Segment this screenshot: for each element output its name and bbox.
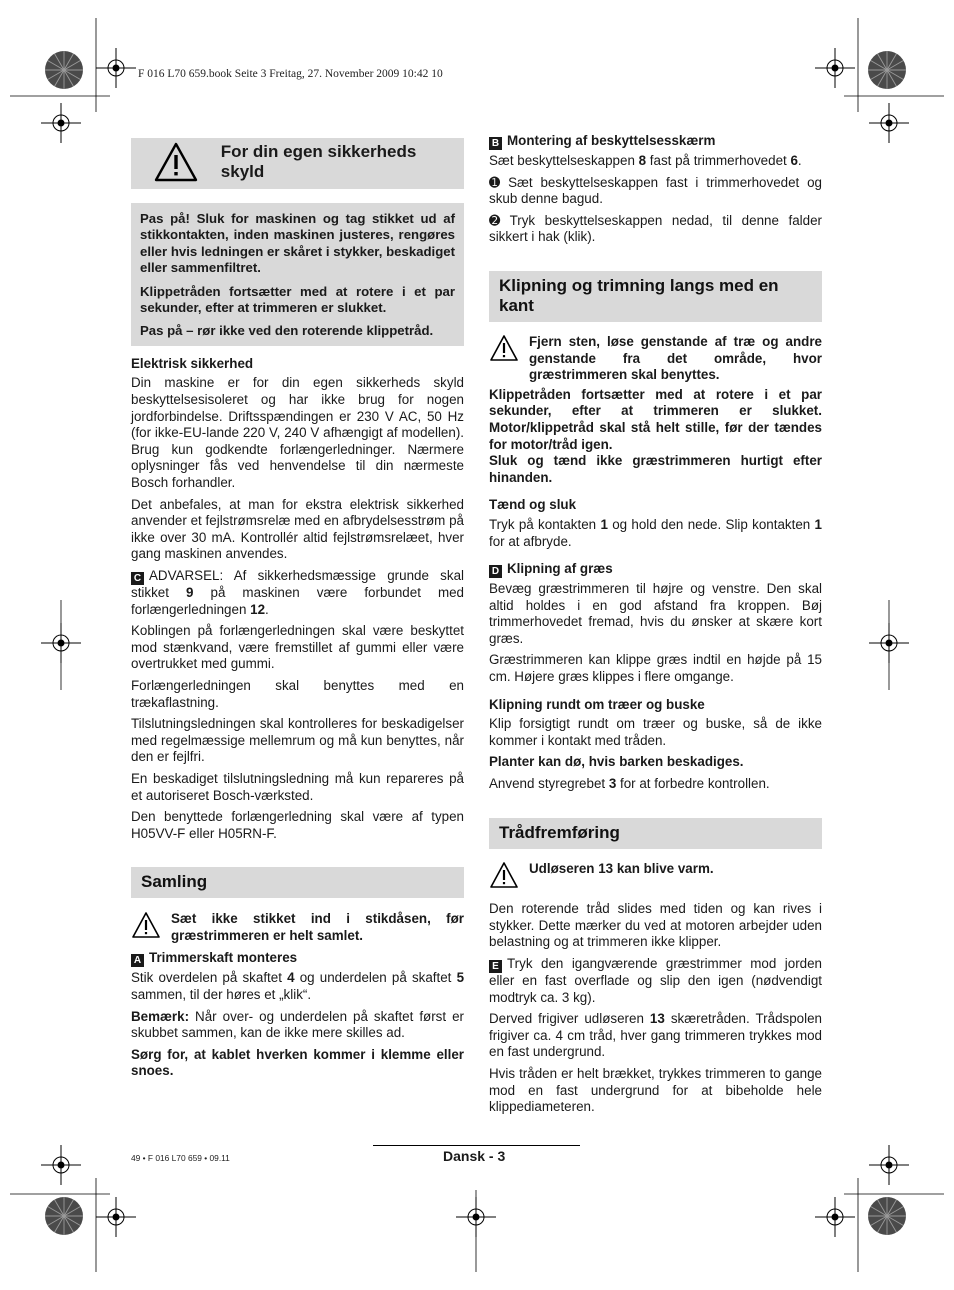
color-target-circle — [867, 50, 907, 90]
warning-triangle-icon — [131, 911, 171, 944]
paragraph: Sæt beskyttelseskappen 8 fast på trimmerhovedet 6. — [489, 153, 802, 168]
footer-rule — [373, 1145, 580, 1146]
paragraph: Forlængerledningen skal benyttes med en trækaflastning. — [131, 677, 464, 710]
taend-heading: Tænd og sluk — [489, 497, 577, 513]
klipning-warning: Fjern sten, løse genstande af træ og andre genstande fra det område, hvor græstrimmeren skal benyttes. — [489, 334, 822, 384]
warning-text: Pas på! Sluk for maskinen og tag stikket ud af stikkontakten, inden maskinen justeres, rengøres eller hvis ledningen er skåret i stykker, beskadiget eller sammenfiltret. — [140, 211, 455, 276]
warning-text: Klippetråden fortsætter med at rotere i et par sekunder, efter at trimmeren er slukket. — [140, 283, 455, 316]
figure-e-paragraph: E Tryk den igangværende græstrimmer mod jorden eller en fast overflade og slip den igen (nødvendigt modtryk ca. 3 kg). — [489, 956, 822, 1005]
figure-c-paragraph: C ADVARSEL: Af sikkerhedsmæssige grunde skal stikket 9 på maskinen være forbundet med forlængerledningen 12. — [131, 567, 465, 617]
figure-b-heading: B Montering af beskyttelsesskærm — [489, 133, 822, 150]
samling-heading: Samling — [131, 867, 464, 898]
paragraph: Stik overdelen på skaftet 4 og underdelen på skaftet 5 sammen, til der høres et „klik“. — [131, 970, 465, 1003]
electric-safety-heading: Elektrisk sikkerhed — [131, 355, 254, 371]
paragraph: Klip forsigtigt rundt om træer og buske, så de ikke kommer i kontakt med tråden. — [489, 716, 822, 748]
bold-paragraph: Planter kan dø, hvis barken beskadiges. — [489, 754, 744, 770]
bold-paragraph: Klippetråden fortsætter med at rotere i et par sekunder, efter at trimmeren er slukket. Motor/klippetråd skal stå helt stille, før der tændes for motor/tråd igen. — [489, 386, 822, 452]
paragraph: Græstrimmeren kan klippe græs indtil en højde på 15 cm. Højere græs klippes i flere omgange. — [489, 652, 822, 685]
warning-triangle-icon — [489, 861, 529, 894]
figure-letter-c: C — [131, 572, 144, 585]
figure-letter-a: A — [131, 954, 144, 967]
paragraph: Din maskine er for din egen sikkerheds skyld beskyttelsesisoleret og har ikke brug for nogen jordforbindelse. Driftsspændingen er 230 V AC, 50 Hz (for ikke-EU-lande 220 V, 240 V afhængigt af modellen). Brug kun godkendte forlængerledninger. Nærmere oplysninger fås ved henvendelse til din nærmeste Bosch forhandler. — [131, 375, 464, 490]
paragraph: Det anbefales, at man for ekstra elektrisk sikkerhed anvender et fejlstrømsrelæ med en afbrydelsesstrøm på ikke over 30 mA. Kontrollér altid fejlstrømsrelæet, hver gang maskinen anvendes. — [131, 496, 464, 562]
step-1: ➊ Sæt beskyttelseskappen fast i trimmerhovedet og skub denne bagud. — [489, 174, 822, 207]
color-target-circle — [44, 50, 84, 90]
figure-letter-d: D — [489, 565, 502, 578]
klipning-heading: Klipning og trimning langs med en kant — [489, 271, 822, 322]
paragraph: En beskadiget tilslutningsledning må kun repareres på et autoriseret Bosch-værksted. — [131, 770, 464, 803]
trees-heading: Klipning rundt om træer og buske — [489, 696, 705, 712]
paragraph: Bevæg græstrimmeren til højre og venstre. Den skal altid holdes i en god afstand fra kroppen. Bøj trimmerhovedet fremad, hvis du ønsker at skære kort græs. — [489, 581, 822, 646]
paragraph: Anvend styregrebet 3 for at forbedre kontrollen. — [489, 776, 770, 792]
page-number: Dansk - 3 — [443, 1148, 506, 1164]
color-target-circle — [867, 1196, 907, 1236]
paragraph: Derved frigiver udløseren 13 skæretråden. Trådspolen frigiver ca. 4 cm tråd, hver gang trimmeren trykkes mod en fast undergrund. — [489, 1011, 822, 1060]
print-header: F 016 L70 659.book Seite 3 Freitag, 27. November 2009 10:42 10 — [138, 68, 443, 80]
figure-letter-b: B — [489, 137, 502, 150]
paragraph: Hvis tråden er helt brækket, trykkes trimmeren to gange mod en fast undergrund for at bibeholde hele klippediameteren. — [489, 1065, 822, 1115]
warning-text: Pas på – rør ikke ved den roterende klippetråd. — [140, 323, 434, 339]
color-target-circle — [44, 1196, 84, 1236]
footer-code: 49 • F 016 L70 659 • 09.11 — [131, 1153, 230, 1163]
safety-title: For din egen sikkerheds skyld — [220, 142, 417, 181]
paragraph: Tryk på kontakten 1 og hold den nede. Slip kontakten 1 for at afbryde. — [489, 516, 822, 549]
paragraph: Koblingen på forlængerledningen skal være beskyttet mod stænkvand, være fremstillet af gummi eller være overtrukket med gummi. — [131, 623, 464, 672]
warning-triangle-icon — [131, 138, 221, 182]
paragraph: Tilslutningsledningen skal kontrolleres for beskadigelser med regelmæssige mellemrum og må kun benyttes, når den er fejlfri. — [131, 716, 464, 765]
bold-paragraph: Sluk og tænd ikke græstrimmeren hurtigt efter hinanden. — [489, 453, 822, 485]
paragraph: Den roterende tråd slides med tiden og kan rives i stykker. Dette mærker du ved at motoren arbejder uden belastning og at trimmeren ikke klipper. — [489, 901, 822, 950]
figure-a-heading: A Trimmerskaft monteres — [131, 950, 464, 967]
right-column — [489, 133, 822, 1121]
paragraph: Den benyttede forlængerledning skal være af typen H05VV-F eller H05RN-F. — [131, 809, 464, 841]
warning-triangle-icon — [489, 334, 529, 367]
traad-warning: Udløseren 13 kan blive varm. — [489, 861, 822, 894]
safety-warning-box — [131, 203, 464, 346]
samling-warning: Sæt ikke stikket ind i stikdåsen, før græstrimmeren er helt samlet. — [131, 911, 464, 944]
cable-warning: Sørg for, at kablet hverken kommer i klemme eller snoes. — [131, 1046, 464, 1079]
figure-letter-e: E — [489, 960, 502, 973]
left-column — [131, 138, 464, 1085]
step-2: ➋ Tryk beskyttelseskappen nedad, til denne falder sikkert i hak (klik). — [489, 212, 822, 245]
figure-d-heading: D Klipning af græs — [489, 561, 822, 578]
traadfremfoering-heading: Trådfremføring — [489, 818, 822, 849]
note-paragraph: Bemærk: Når over- og underdelen på skaftet først er skubbet sammen, kan de ikke mere skilles ad. — [131, 1008, 464, 1041]
safety-section-header — [131, 138, 464, 189]
